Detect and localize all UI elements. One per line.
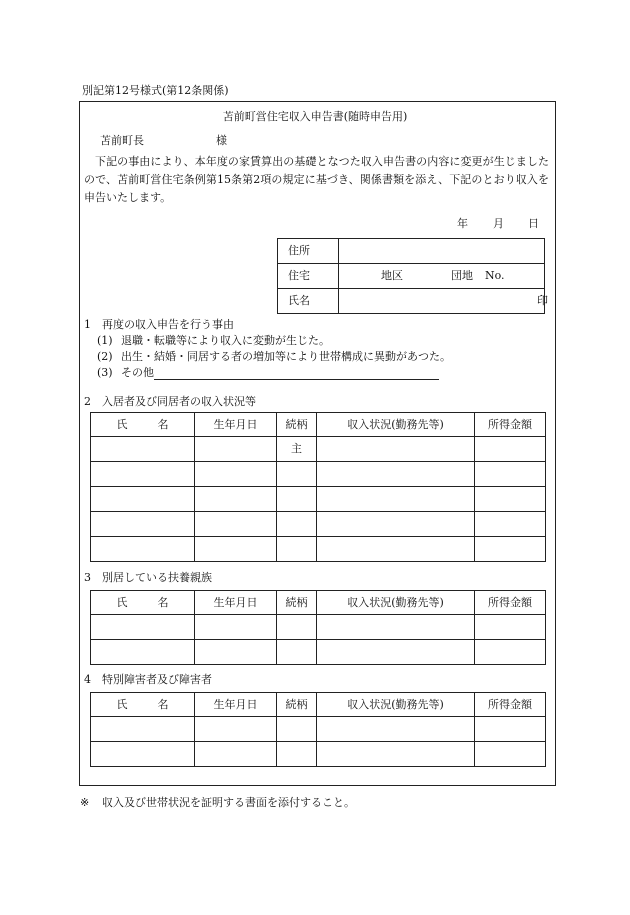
- cell-name[interactable]: [91, 462, 195, 487]
- cell-birthdate[interactable]: [195, 512, 277, 537]
- cell-relation[interactable]: [277, 640, 317, 665]
- cell-birthdate[interactable]: [195, 487, 277, 512]
- note-text: 収入及び世帯状況を証明する書面を添付すること。: [102, 796, 355, 809]
- section4-title: 4 特別障害者及び障害者: [84, 673, 212, 686]
- header-income-amount: 所得金額: [475, 693, 546, 717]
- reason-item: [97, 350, 451, 364]
- housing-field[interactable]: [339, 264, 545, 289]
- attachment-note: [80, 796, 355, 810]
- form-title: 苫前町営住宅収入申告書(随時申告用): [222, 110, 408, 123]
- cell-birthdate[interactable]: [195, 742, 277, 767]
- table-row: [91, 537, 546, 562]
- housing-label: 住宅: [278, 264, 339, 289]
- header-name: 氏 名: [91, 591, 195, 615]
- reason-item: [97, 334, 330, 348]
- header-relation: 続柄: [277, 693, 317, 717]
- name-field[interactable]: [339, 289, 548, 314]
- cell-income-amount[interactable]: [475, 462, 546, 487]
- reason-number: (1): [97, 334, 113, 347]
- header-income-status: 収入状況(勤務先等): [317, 591, 475, 615]
- reason-text: 出生・結婚・同居する者の増加等により世帯構成に異動があつた。: [121, 350, 451, 363]
- cell-relation: 主: [277, 437, 317, 462]
- cell-name[interactable]: [91, 487, 195, 512]
- cell-income-amount[interactable]: [475, 615, 546, 640]
- table-row: [91, 462, 546, 487]
- header-name: 氏 名: [91, 413, 195, 437]
- cell-birthdate[interactable]: [195, 462, 277, 487]
- section4-table: [90, 692, 546, 767]
- date-year: 年: [457, 217, 468, 230]
- cell-name[interactable]: [91, 537, 195, 562]
- table-row: [91, 640, 546, 665]
- cell-income-amount[interactable]: [475, 537, 546, 562]
- cell-relation[interactable]: [277, 742, 317, 767]
- applicant-name-row: [278, 289, 545, 314]
- header-income-status: 収入状況(勤務先等): [317, 693, 475, 717]
- cell-income-status[interactable]: [317, 717, 475, 742]
- header-relation: 続柄: [277, 591, 317, 615]
- table-row: [91, 615, 546, 640]
- cell-relation[interactable]: [277, 615, 317, 640]
- section3-title: 3 別居している扶養親族: [84, 571, 212, 584]
- cell-birthdate[interactable]: [195, 615, 277, 640]
- cell-income-amount[interactable]: [475, 487, 546, 512]
- cell-income-amount[interactable]: [475, 717, 546, 742]
- header-relation: 続柄: [277, 413, 317, 437]
- cell-income-amount[interactable]: [475, 512, 546, 537]
- address-field[interactable]: [339, 239, 545, 264]
- cell-birthdate[interactable]: [195, 437, 277, 462]
- reason-item: [97, 366, 439, 380]
- number-label: No.: [485, 269, 505, 282]
- cell-relation[interactable]: [277, 462, 317, 487]
- date-month: 月: [493, 217, 504, 230]
- table-header-row: [91, 413, 546, 437]
- reason-text: 退職・転職等により収入に変動が生じた。: [121, 334, 330, 347]
- applicant-table: [277, 238, 548, 314]
- section1-title: 1 再度の収入申告を行う事由: [84, 318, 234, 331]
- table-header-row: [91, 591, 546, 615]
- cell-birthdate[interactable]: [195, 717, 277, 742]
- reason-number: (3): [97, 366, 113, 379]
- cell-name[interactable]: [91, 742, 195, 767]
- cell-name[interactable]: [91, 640, 195, 665]
- note-mark: ※: [80, 796, 90, 809]
- addressee-name: 苫前町長: [100, 134, 144, 147]
- cell-income-status[interactable]: [317, 640, 475, 665]
- date-day: 日: [528, 217, 539, 230]
- table-row: [91, 742, 546, 767]
- cell-income-status[interactable]: [317, 742, 475, 767]
- name-label: 氏名: [278, 289, 339, 314]
- header-birthdate: 生年月日: [195, 591, 277, 615]
- header-birthdate: 生年月日: [195, 413, 277, 437]
- cell-income-amount[interactable]: [475, 640, 546, 665]
- address-label: 住所: [278, 239, 339, 264]
- declaration-text: 下記の事由により、本年度の家賃算出の基礎となつた収入申告書の内容に変更が生じましたので、苫前町営住宅条例第15条第2項の規定に基づき、関係書類を添え、下記のとおり収入を申告いたします。: [84, 155, 549, 204]
- cell-relation[interactable]: [277, 512, 317, 537]
- complex-label: 団地: [451, 269, 473, 282]
- applicant-housing-row: [278, 264, 545, 289]
- section3-table: [90, 590, 546, 665]
- addressee: [100, 134, 227, 148]
- cell-income-status[interactable]: [317, 537, 475, 562]
- header-name: 氏 名: [91, 693, 195, 717]
- other-reason-input[interactable]: [154, 367, 439, 380]
- section2-title: 2 入居者及び同居者の収入状況等: [84, 395, 256, 408]
- cell-birthdate[interactable]: [195, 537, 277, 562]
- header-income-amount: 所得金額: [475, 591, 546, 615]
- cell-name[interactable]: [91, 615, 195, 640]
- header-income-status: 収入状況(勤務先等): [317, 413, 475, 437]
- cell-income-amount[interactable]: [475, 742, 546, 767]
- cell-income-status[interactable]: [317, 487, 475, 512]
- form-label: 別記第12号様式(第12条関係): [82, 84, 229, 97]
- cell-income-status[interactable]: [317, 462, 475, 487]
- seal-mark: 印: [537, 294, 548, 307]
- cell-relation[interactable]: [277, 537, 317, 562]
- district-label: 地区: [381, 269, 403, 282]
- addressee-honorific: 様: [216, 134, 227, 147]
- reason-text: その他: [121, 366, 154, 379]
- cell-income-status[interactable]: [317, 615, 475, 640]
- cell-income-amount[interactable]: [475, 437, 546, 462]
- cell-name[interactable]: [91, 717, 195, 742]
- header-birthdate: 生年月日: [195, 693, 277, 717]
- applicant-address-row: [278, 239, 545, 264]
- table-row: [91, 717, 546, 742]
- cell-income-status[interactable]: [317, 437, 475, 462]
- table-row: [91, 487, 546, 512]
- reason-number: (2): [97, 350, 113, 363]
- cell-income-status[interactable]: [317, 512, 475, 537]
- section2-table: [90, 412, 546, 562]
- table-header-row: [91, 693, 546, 717]
- table-row: [91, 437, 546, 462]
- cell-name[interactable]: [91, 437, 195, 462]
- header-income-amount: 所得金額: [475, 413, 546, 437]
- cell-relation[interactable]: [277, 717, 317, 742]
- cell-birthdate[interactable]: [195, 640, 277, 665]
- cell-relation[interactable]: [277, 487, 317, 512]
- table-row: [91, 512, 546, 537]
- cell-name[interactable]: [91, 512, 195, 537]
